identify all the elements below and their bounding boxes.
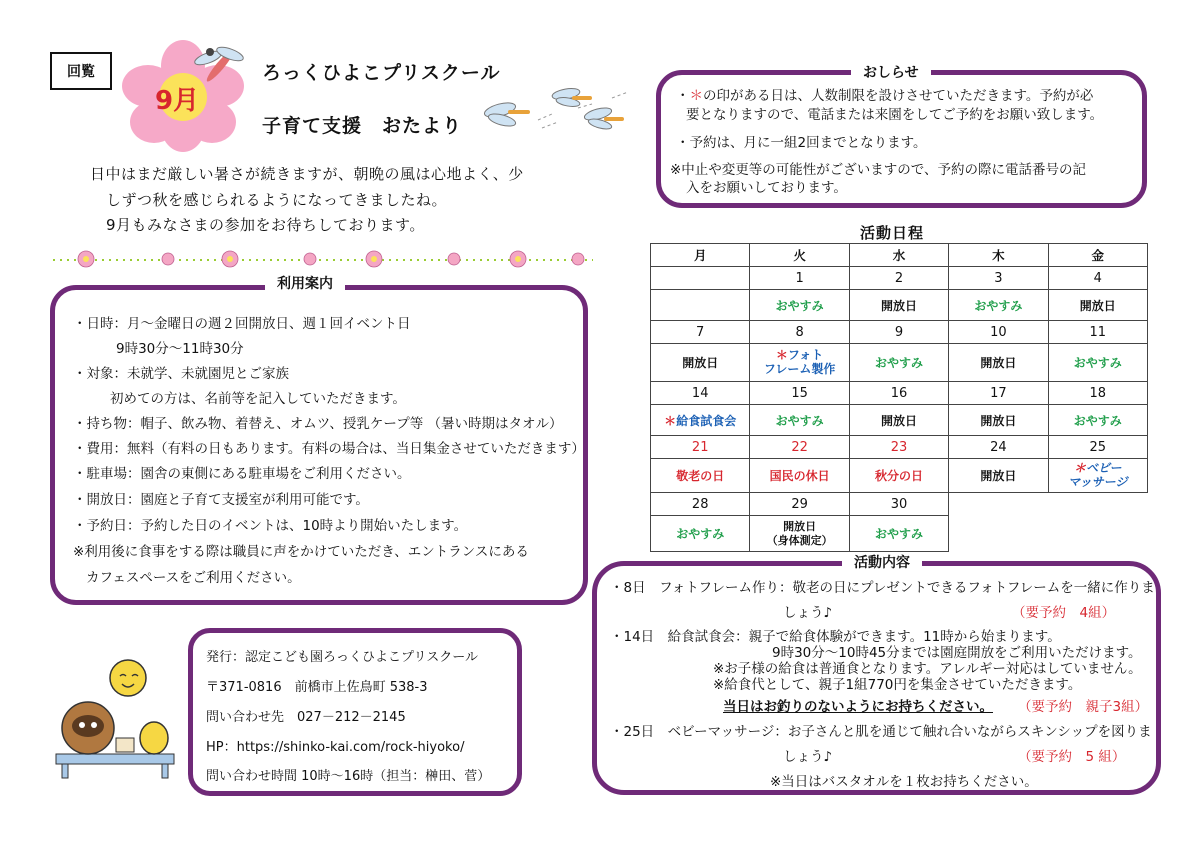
event-cell bbox=[750, 516, 849, 552]
activity-baby-massage-note: ※当日はバスタオルを１枚お持ちください。 bbox=[770, 774, 1038, 790]
activity-lunch-tasting-reservation: （要予約 親子3組） bbox=[1018, 699, 1149, 715]
event-cell: 敬老の日 bbox=[651, 459, 750, 493]
activities-title: 活動内容 bbox=[842, 552, 922, 572]
date-cell: 23 bbox=[849, 436, 948, 459]
event-cell bbox=[750, 344, 849, 382]
date-row bbox=[651, 321, 1148, 344]
event-text-2: マッサージ bbox=[1068, 474, 1128, 489]
publisher-homepage: HP：https://shinko-kai.com/rock-hiyoko/ bbox=[206, 740, 465, 755]
event-cell: 開放日 bbox=[849, 290, 948, 321]
notice-title: おしらせ bbox=[851, 62, 931, 82]
event-cell: おやすみ bbox=[1048, 405, 1147, 436]
dragonfly-icon bbox=[188, 40, 246, 88]
event-cell: 開放日 bbox=[849, 405, 948, 436]
weekday-row bbox=[651, 244, 1148, 267]
newsletter-subtitle: 子育て支援 おたより bbox=[262, 115, 463, 137]
event-cell bbox=[651, 405, 750, 436]
event-text: フォト bbox=[787, 347, 824, 362]
usage-line-11: カフェスペースをご利用ください。 bbox=[86, 570, 301, 586]
activity-baby-massage: ・25日 ベビーマッサージ：お子さんと肌を通じて触れ合いながらスキンシップを図りま bbox=[610, 724, 1152, 740]
usage-line-10: ※利用後に食事をする際は職員に声をかけていただき、エントランスにある bbox=[73, 544, 529, 560]
notice-bullet: ・ bbox=[676, 88, 690, 104]
usage-line-7: ・駐車場：園舎の東側にある駐車場をご利用ください。 bbox=[73, 466, 411, 482]
notice-line-1 bbox=[676, 84, 1093, 104]
event-cell: おやすみ bbox=[750, 290, 849, 321]
weekday-wed: 水 bbox=[849, 244, 948, 267]
usage-line-5: ・持ち物：帽子、飲み物、着替え、オムツ、授乳ケープ等 （暑い時期はタオル） bbox=[73, 416, 563, 432]
activity-lunch-tasting-3: ※お子様の給食は普通食となります。アレルギー対応はしていません。 bbox=[713, 661, 1142, 677]
event-row bbox=[651, 344, 1148, 382]
date-cell: 22 bbox=[750, 436, 849, 459]
calendar-title: 活動日程 bbox=[860, 224, 925, 242]
weekday-thu: 木 bbox=[949, 244, 1048, 267]
activity-lunch-tasting-5: 当日はお釣りのないようにお持ちください。 bbox=[723, 699, 993, 715]
usage-title: 利用案内 bbox=[265, 273, 345, 293]
event-cell: 開放日 bbox=[949, 405, 1048, 436]
event-cell: 開放日 bbox=[651, 344, 750, 382]
event-cell: おやすみ bbox=[750, 405, 849, 436]
event-cell bbox=[651, 290, 750, 321]
notice-star: ＊ bbox=[689, 88, 703, 104]
event-row bbox=[651, 516, 1148, 552]
date-cell: 1 bbox=[750, 267, 849, 290]
date-cell: 14 bbox=[651, 382, 750, 405]
notice-line-1-text: の印がある日は、人数制限を設けさせていただきます。予約が必 bbox=[703, 88, 1094, 104]
kairan-box bbox=[50, 52, 112, 90]
weekday-fri: 金 bbox=[1048, 244, 1147, 267]
date-cell: 3 bbox=[949, 267, 1048, 290]
notice-line-4: ※中止や変更等の可能性がございますので、予約の際に電話番号の記 bbox=[670, 162, 1087, 178]
event-cell: おやすみ bbox=[849, 344, 948, 382]
event-cell: 秋分の日 bbox=[849, 459, 948, 493]
date-row bbox=[651, 382, 1148, 405]
date-row bbox=[651, 436, 1148, 459]
usage-line-3: ・対象：未就学、未就園児とご家族 bbox=[73, 366, 289, 382]
event-text: 給食試食会 bbox=[676, 413, 737, 428]
calendar-table bbox=[650, 243, 1148, 552]
date-cell: 24 bbox=[949, 436, 1048, 459]
activity-lunch-tasting-4: ※給食代として、親子1組770円を集金させていただきます。 bbox=[713, 677, 1082, 693]
school-name: ろっくひよこプリスクール bbox=[262, 62, 501, 84]
date-cell: 29 bbox=[750, 493, 849, 516]
event-cell: おやすみ bbox=[849, 516, 948, 552]
date-cell: 21 bbox=[651, 436, 750, 459]
date-row bbox=[651, 493, 1148, 516]
greeting-line-3: 9月もみなさまの参加をお待ちしております。 bbox=[106, 216, 425, 234]
activity-baby-massage-reservation: （要予約 5 組） bbox=[1018, 749, 1126, 765]
activity-lunch-tasting-2: 9時30分～10時45分までは園庭開放をご利用いただけます。 bbox=[772, 645, 1142, 661]
empty-cell bbox=[1048, 493, 1147, 516]
flower-border-icon bbox=[48, 248, 598, 270]
event-text-2: フレーム製作 bbox=[763, 361, 836, 376]
reservation-star: ＊ bbox=[1074, 460, 1087, 475]
date-cell: 4 bbox=[1048, 267, 1147, 290]
usage-line-9: ・予約日：予約した日のイベントは、10時より開始いたします。 bbox=[73, 518, 468, 534]
event-text: ベビー bbox=[1086, 460, 1122, 475]
publisher-address: 〒371-0816 前橋市上佐鳥町 538-3 bbox=[206, 680, 428, 695]
weekday-tue: 火 bbox=[750, 244, 849, 267]
date-cell: 10 bbox=[949, 321, 1048, 344]
event-cell: 開放日 bbox=[949, 459, 1048, 493]
reservation-star: ＊ bbox=[775, 347, 788, 362]
event-cell: 国民の休日 bbox=[750, 459, 849, 493]
publisher-line-1: 発行：認定こども園ろっくひよこプリスクール bbox=[206, 650, 478, 665]
notice-line-2: 要となりますので、電話または来園をしてご予約をお願い致します。 bbox=[686, 107, 1104, 123]
greeting-line-1: 日中はまだ厳しい暑さが続きますが、朝晩の風は心地よく、少 bbox=[90, 165, 524, 183]
dragonflies-icon bbox=[478, 80, 638, 142]
publisher-phone: 問い合わせ先 027－212－2145 bbox=[206, 710, 406, 725]
usage-line-1: ・日時：月～金曜日の週２回開放日、週１回イベント日 bbox=[73, 316, 411, 332]
date-cell: 30 bbox=[849, 493, 948, 516]
notice-line-3: ・予約は、月に一組2回までとなります。 bbox=[676, 135, 927, 151]
empty-cell bbox=[949, 516, 1048, 552]
date-cell: 7 bbox=[651, 321, 750, 344]
activity-photo-frame-reservation: （要予約 4組） bbox=[1012, 605, 1116, 621]
date-cell: 28 bbox=[651, 493, 750, 516]
activity-photo-frame: ・8日 フォトフレーム作り：敬老の日にプレゼントできるフォトフレームを一緒に作りま bbox=[610, 580, 1155, 596]
event-cell: 開放日 bbox=[1048, 290, 1147, 321]
usage-line-4: 初めての方は、名前等を記入していただきます。 bbox=[110, 391, 406, 407]
date-cell: 9 bbox=[849, 321, 948, 344]
activity-photo-frame-cont: しょう♪ bbox=[783, 605, 833, 621]
event-text: 開放日 bbox=[783, 520, 817, 534]
publisher-hours: 問い合わせ時間 10時～16時（担当：榊田、菅） bbox=[206, 769, 491, 784]
notice-line-5: 入をお願いしております。 bbox=[686, 180, 847, 196]
event-cell: おやすみ bbox=[651, 516, 750, 552]
date-row bbox=[651, 267, 1148, 290]
event-row bbox=[651, 290, 1148, 321]
reservation-star: ＊ bbox=[664, 413, 677, 428]
date-cell: 2 bbox=[849, 267, 948, 290]
usage-line-8: ・開放日：園庭と子育て支援室が利用可能です。 bbox=[73, 492, 369, 508]
event-cell: おやすみ bbox=[1048, 344, 1147, 382]
month-badge: 9月 bbox=[155, 86, 200, 116]
raccoon-moon-illustration bbox=[50, 658, 182, 780]
kairan-label: 回覧 bbox=[67, 64, 95, 80]
date-cell: 11 bbox=[1048, 321, 1147, 344]
empty-cell bbox=[1048, 516, 1147, 552]
empty-cell bbox=[949, 493, 1048, 516]
date-cell: 17 bbox=[949, 382, 1048, 405]
date-cell: 25 bbox=[1048, 436, 1147, 459]
greeting-line-2: しずつ秋を感じられるようになってきましたね。 bbox=[106, 191, 448, 209]
date-cell: 8 bbox=[750, 321, 849, 344]
event-cell: おやすみ bbox=[949, 290, 1048, 321]
usage-line-6: ・費用：無料（有料の日もあります。有料の場合は、当日集金させていただきます） bbox=[73, 441, 585, 457]
event-row bbox=[651, 405, 1148, 436]
weekday-mon: 月 bbox=[651, 244, 750, 267]
event-text-2: （身体測定） bbox=[766, 533, 833, 547]
event-cell: 開放日 bbox=[949, 344, 1048, 382]
event-row bbox=[651, 459, 1148, 493]
date-cell bbox=[651, 267, 750, 290]
date-cell: 15 bbox=[750, 382, 849, 405]
activity-baby-massage-cont: しょう♪ bbox=[783, 749, 833, 765]
usage-line-2: 9時30分～11時30分 bbox=[116, 341, 244, 357]
date-cell: 18 bbox=[1048, 382, 1147, 405]
activity-lunch-tasting: ・14日 給食試食会：親子で給食体験ができます。11時から始まります。 bbox=[610, 629, 1061, 645]
date-cell: 16 bbox=[849, 382, 948, 405]
event-cell bbox=[1048, 459, 1147, 493]
